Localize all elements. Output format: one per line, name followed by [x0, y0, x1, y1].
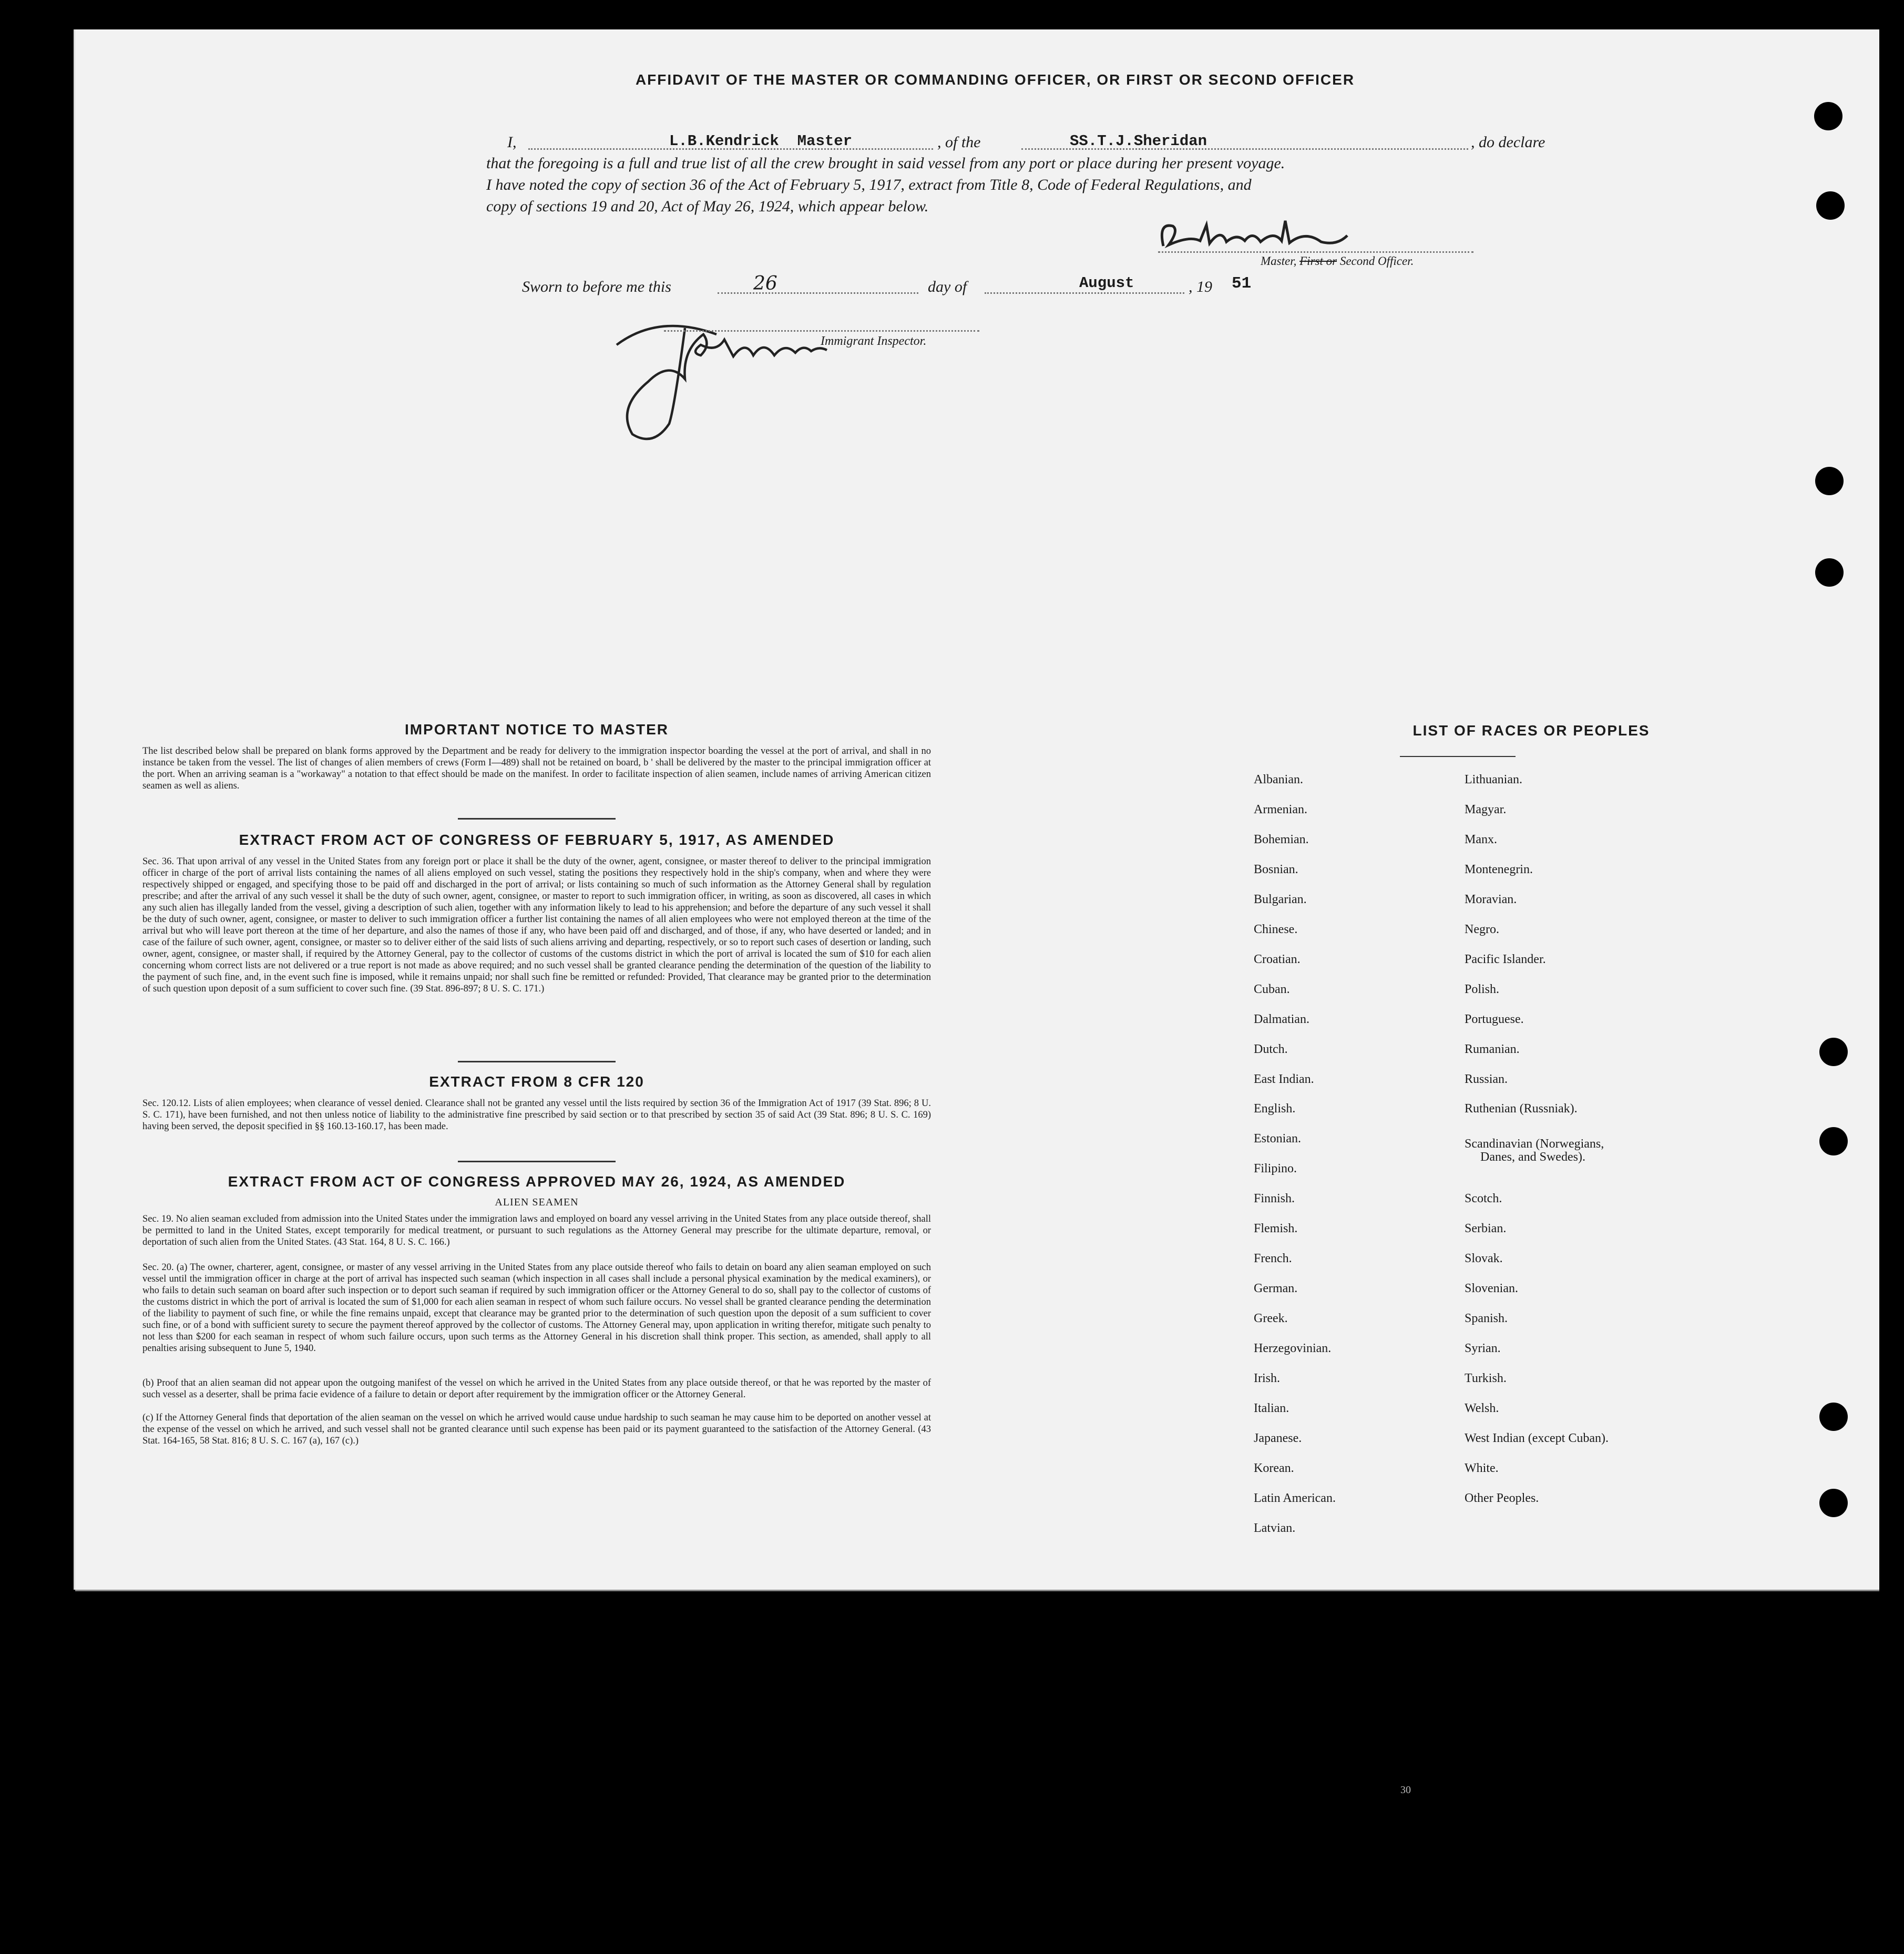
sworn-day-value: 26: [753, 273, 777, 294]
race-item: Chinese.: [1254, 923, 1298, 936]
extract-1924-sec20a: Sec. 20. (a) The owner, charterer, agent, consignee, or master of any vessel arriving in the United States from any place outside thereof who fails to detain on board any alien seaman employed on such vessel until the immigration officer in charge at the port of arrival has inspected such seaman (which inspection in all cases shall include a personal physical examination by the medical examiners), or who fails to detain such seaman on board after such inspection or to deport such seaman if required by such immigration officer or the Attorney General to do so, shall pay to the collector of customs of the customs district in which the port of arrival is located the sum of $1,000 for each alien seaman in respect of whom such failure occurs. No vessel shall be granted clearance pending the determination of the liability to payment of such fine, or while the fine remains unpaid, except that clearance may be granted prior to the determination of such question upon the deposit of a sum sufficient to cover such fine, or of a bond with sufficient surety to secure the payment thereof approved by the collector of customs. The Attorney General may, upon application in writing therefor, mitigate such penalty to not less than $200 for each seaman in respect of whom such failure occurs, upon such terms as the Attorney General in his discretion shall think proper. This section, as amended, shall apply to all penalties arising subsequent to June 5, 1940.: [142, 1262, 931, 1354]
race-item: Bohemian.: [1254, 833, 1309, 846]
race-item: Polish.: [1465, 983, 1500, 996]
affidavit-i-label: I,: [507, 134, 517, 151]
race-item: Greek.: [1254, 1312, 1288, 1325]
race-item: Croatian.: [1254, 953, 1301, 966]
punch-hole: [1816, 191, 1845, 220]
race-item: Dutch.: [1254, 1042, 1288, 1056]
race-item: German.: [1254, 1282, 1298, 1295]
race-item: Japanese.: [1254, 1431, 1302, 1445]
punch-hole: [1815, 558, 1844, 587]
race-item: Spanish.: [1465, 1312, 1508, 1325]
race-item: Bosnian.: [1254, 863, 1298, 876]
race-item: Latin American.: [1254, 1491, 1336, 1505]
year-suffix: 51: [1232, 274, 1252, 293]
race-item: Italian.: [1254, 1401, 1289, 1415]
race-item: East Indian.: [1254, 1072, 1314, 1086]
race-item: Slovak.: [1465, 1252, 1503, 1265]
race-item: Cuban.: [1254, 983, 1290, 996]
race-item: Turkish.: [1465, 1372, 1507, 1385]
race-item: Montenegrin.: [1465, 863, 1533, 876]
punch-hole: [1819, 1038, 1848, 1066]
section-divider: [458, 818, 616, 820]
race-item: Armenian.: [1254, 803, 1307, 816]
page-bottom-edge: [75, 1590, 1879, 1591]
affidavit-body-line2: I have noted the copy of section 36 of the Act of February 5, 1917, extract from Title 8, Code of Federal Regulations, and: [486, 176, 1252, 193]
race-item: Scandinavian (Norwegians,: [1465, 1137, 1604, 1151]
race-item: Pacific Islander.: [1465, 953, 1546, 966]
do-declare-label: , do declare: [1471, 134, 1545, 151]
signer-title: [1261, 254, 1414, 268]
race-item: Portuguese.: [1465, 1012, 1524, 1026]
race-item: Rumanian.: [1465, 1042, 1520, 1056]
race-item: Moravian.: [1465, 893, 1517, 906]
of-the-label: , of the: [937, 134, 981, 151]
extract-1924-sec19: Sec. 19. No alien seaman excluded from admission into the United States under the immigration laws and employed on board any vessel arriving in the United States from any place outside thereof, shall be permitted to land in the United States, except temporarily for medical treatment, or pursuant to such regulations as the Attorney General may prescribe for the ultimate departure, removal, or deportation of such alien from the United States. (43 Stat. 164, 8 U. S. C. 166.): [142, 1214, 931, 1247]
extract-cfr-heading: EXTRACT FROM 8 CFR 120: [429, 1073, 644, 1090]
inspector-signature: [596, 303, 869, 461]
race-item: Slovenian.: [1465, 1282, 1518, 1295]
race-item: Estonian.: [1254, 1132, 1301, 1145]
race-item: Negro.: [1465, 923, 1499, 936]
race-item: Bulgarian.: [1254, 893, 1307, 906]
master-name-value: L.B.Kendrick Master: [669, 132, 853, 150]
race-item: Filipino.: [1254, 1162, 1297, 1175]
races-heading: LIST OF RACES OR PEOPLES: [1412, 722, 1650, 739]
sworn-month-line: [985, 292, 1184, 294]
race-item: Welsh.: [1465, 1401, 1499, 1415]
race-item: Lithuanian.: [1465, 773, 1522, 786]
notice-heading: IMPORTANT NOTICE TO MASTER: [404, 721, 669, 738]
extract-1924-sec20b: (b) Proof that an alien seaman did not appear upon the outgoing manifest of the vessel on which he arrived in the United States from any place outside thereof, or that he was reported by the master of such vessel as a deserter, shall be prima facie evidence of a failure to detain or deport after requirement by the immigration officer or the Attorney General.: [142, 1378, 931, 1400]
footer-mark: 30: [1400, 1784, 1411, 1796]
race-item: White.: [1465, 1461, 1499, 1475]
race-item: West Indian (except Cuban).: [1465, 1431, 1609, 1445]
day-of-label: day of: [928, 278, 967, 295]
section-divider: [458, 1061, 616, 1062]
race-item: Korean.: [1254, 1461, 1294, 1475]
race-item: Irish.: [1254, 1372, 1280, 1385]
race-item: Magyar.: [1465, 803, 1507, 816]
extract-1924-subheading: ALIEN SEAMEN: [495, 1196, 579, 1208]
race-item: Albanian.: [1254, 773, 1303, 786]
race-item: Dalmatian.: [1254, 1012, 1309, 1026]
race-item: Syrian.: [1465, 1342, 1501, 1355]
master-signature-line: [1158, 251, 1473, 253]
extract-1924-heading: EXTRACT FROM ACT OF CONGRESS APPROVED MAY 26, 1924, AS AMENDED: [228, 1173, 846, 1190]
sworn-label: Sworn to before me this: [522, 278, 671, 295]
punch-hole: [1815, 467, 1844, 495]
extract-1917-text: Sec. 36. That upon arrival of any vessel in the United States from any foreign port or place it shall be the duty of the owner, agent, consignee, or master thereof to deliver to the principal immigration officer in charge of the port of arrival lists containing the names of all aliens employed on such vessel, stating the positions they respectively hold in the ship's company, when and where they were respectively shipped or engaged, and specifying those to be paid off and discharged in the port of arrival; or lists containing so much of such information as the Attorney General shall by regulation prescribe; and after the arrival of any such vessel it shall be the duty of such owner, agent, consignee, or master to report to such immigration officer, in writing, as soon as discovered, all cases in which any such alien has illegally landed from the vessel, giving a description of such alien, together with any information likely to lead to his apprehension; and before the departure of any such vessel it shall be the duty of such owner, agent, consignee, or master to deliver to such immigration officer a further list containing the names of all alien employees who were not employed thereon at the time of the arrival but who will leave port thereon at the time of her departure, and also the names of those if any, who have been paid off and discharged, and of those, if any, who have deserted or landed; and in case of the failure of such owner, agent, consignee, or master so to deliver either of the said lists of such aliens arriving and departing, respectively, or so to report such cases of desertion or landing, such owner, agent, consignee, or master shall, if required by the Attorney General, pay to the collector of customs of the customs district in which the port of arrival is located the sum of $10 for each alien concerning whom correct lists are not delivered or a true report is not made as above required; and no such vessel shall be granted clearance pending the determination of the question of the liability to the payment of such fine, and, in the event such fine is imposed, while it remains unpaid; nor shall such fine be remitted or refunded: Provided, That clearance may be granted prior to the determination of such question upon deposit of a sum sufficient to cover such fine. (39 Stat. 896-897; 8 U. S. C. 171.): [142, 856, 931, 994]
race-item: Danes, and Swedes).: [1480, 1150, 1585, 1164]
extract-cfr-text: Sec. 120.12. Lists of alien employees; when clearance of vessel denied. Clearance shall not be granted any vessel until the lists required by section 36 of the Immigration Act of 1917 (39 Stat. 896; 8 U. S. C. 171), have been furnished, and not then unless notice of liability to the administrative fine prescribed by said section or to that prescribed by section 35 of said Act (39 Stat. 896; 8 U. S. C. 169) having been served, the deposit specified in §§ 160.13-160.17, has been made.: [142, 1098, 931, 1132]
race-item: Ruthenian (Russniak).: [1465, 1102, 1578, 1116]
extract-1924-sec20c: (c) If the Attorney General finds that deportation of the alien seaman on the vessel on which he arrived would cause undue hardship to such seaman he may cause him to be deported on another vessel at the expense of the vessel on which he arrived, and such vessel shall not be granted clearance until such expense has been paid or its payment guaranteed to the satisfaction of the Attorney General. (43 Stat. 164-165, 58 Stat. 816; 8 U. S. C. 167 (a), 167 (c).): [142, 1413, 931, 1446]
races-divider: [1400, 756, 1516, 757]
signer-title-struck: First or: [1299, 254, 1337, 268]
sworn-month-value: August: [1079, 274, 1134, 292]
race-item: Other Peoples.: [1465, 1491, 1539, 1505]
affidavit-body-line3: copy of sections 19 and 20, Act of May 26, 1924, which appear below.: [486, 198, 929, 215]
race-item: Finnish.: [1254, 1192, 1295, 1205]
punch-hole: [1819, 1489, 1848, 1517]
affidavit-body-line1: that the foregoing is a full and true list of all the crew brought in said vessel from any port or place during her present voyage.: [486, 155, 1285, 172]
signer-title-suffix: Second Officer.: [1339, 254, 1414, 268]
race-item: Serbian.: [1465, 1222, 1507, 1235]
inspector-signature-line: [664, 330, 979, 332]
notice-text: The list described below shall be prepared on blank forms approved by the Department and be ready for delivery to the immigration inspector boarding the vessel at the port of arrival, and shall in no instance be taken from the vessel. The list of changes of alien members of crews (Form I—489) shall not be retained on board, b ' shall be delivered by the master to the principal immigration officer at the port. When an arriving seaman is a "workaway" a notation to that effect should be made on the manifest. In order to facilitate inspection of alien seamen, include names of arriving American citizen seamen as well as aliens.: [142, 746, 931, 791]
punch-hole: [1819, 1403, 1848, 1431]
extract-1917-heading: EXTRACT FROM ACT OF CONGRESS OF FEBRUARY 5, 1917, AS AMENDED: [239, 832, 835, 848]
races-column-2: [1465, 773, 1738, 1540]
race-item: Latvian.: [1254, 1521, 1296, 1535]
punch-hole: [1814, 102, 1842, 130]
vessel-name-value: SS.T.J.Sheridan: [1070, 132, 1207, 150]
affidavit-title: AFFIDAVIT OF THE MASTER OR COMMANDING OFFICER, OR FIRST OR SECOND OFFICER: [635, 71, 1355, 88]
races-column-1: [1254, 773, 1453, 1582]
master-signature: [1148, 214, 1358, 257]
sworn-day-line: [718, 292, 918, 294]
race-item: Herzegovinian.: [1254, 1342, 1332, 1355]
signer-title-prefix: Master,: [1261, 254, 1297, 268]
year-prefix: , 19: [1189, 278, 1212, 295]
section-divider: [458, 1161, 616, 1162]
race-item: Manx.: [1465, 833, 1497, 846]
race-item: English.: [1254, 1102, 1296, 1116]
punch-hole: [1819, 1127, 1848, 1155]
inspector-label: Immigrant Inspector.: [821, 334, 927, 348]
race-item: French.: [1254, 1252, 1292, 1265]
race-item: Scotch.: [1465, 1192, 1502, 1205]
document-page: [74, 29, 1879, 1590]
race-item: Russian.: [1465, 1072, 1508, 1086]
race-item: Flemish.: [1254, 1222, 1298, 1235]
